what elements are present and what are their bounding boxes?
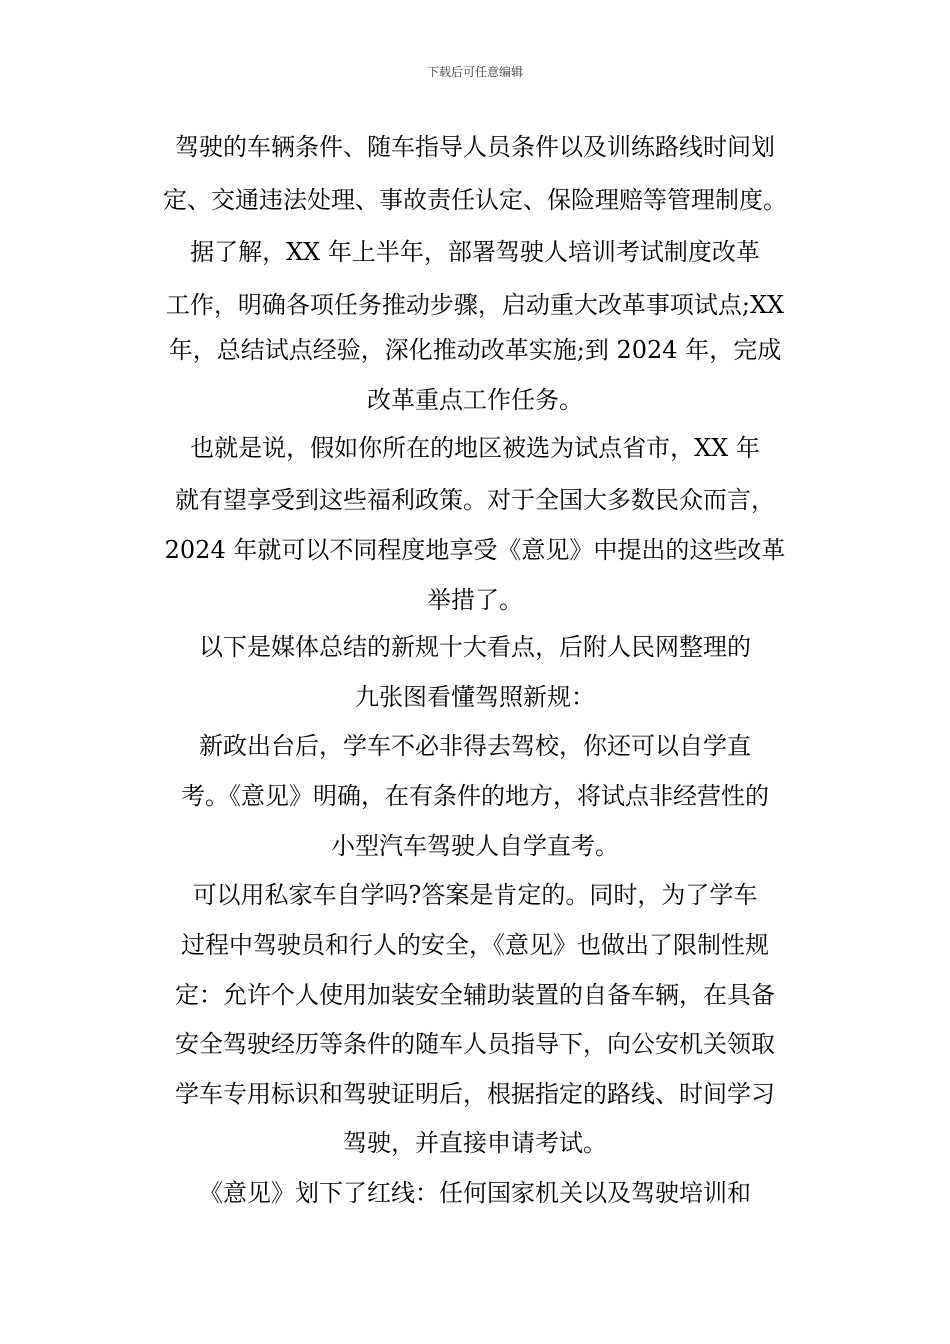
text-line: 小型汽车驾驶人自学直考。 [331, 832, 619, 860]
text-line: 以下是媒体总结的新规十大看点，后附人民网整理的 [199, 633, 751, 661]
text-line: 定、交通违法处理、事故责任认定、保险理赔等管理制度。 [163, 186, 787, 214]
text-line: 驾驶的车辆条件、随车指导人员条件以及训练路线时间划 [175, 133, 775, 161]
text-line: 据了解，XX 年上半年，部署驾驶人培训考试制度改革 [190, 238, 760, 266]
text-line: 考。《意见》明确，在有条件的地方，将试点非经营性的 [181, 782, 769, 810]
text-line: 工作，明确各项任务推动步骤，启动重大改革事项试点;XX [165, 291, 785, 319]
text-line: 2024 年就可以不同程度地享受《意见》中提出的这些改革 [164, 536, 786, 564]
text-line: 就有望享受到这些福利政策。对于全国大多数民众而言， [175, 486, 775, 514]
text-line: 改革重点工作任务。 [367, 386, 583, 414]
text-line: 可以用私家车自学吗?答案是肯定的。同时，为了学车 [192, 881, 758, 909]
text-line: 也就是说，假如你所在的地区被选为试点省市，XX 年 [190, 434, 760, 462]
text-line: 定：允许个人使用加装安全辅助装置的自备车辆，在具备 [175, 981, 775, 1009]
text-line: 驾驶，并直接申请考试。 [343, 1129, 607, 1157]
text-line: 安全驾驶经历等条件的随车人员指导下，向公安机关领取 [175, 1030, 775, 1058]
text-line: 新政出台后，学车不必非得去驾校，你还可以自学直 [199, 732, 751, 760]
text-line: 举措了。 [427, 586, 523, 614]
text-line: 九张图看懂驾照新规： [355, 683, 595, 711]
text-line: 学车专用标识和驾驶证明后，根据指定的路线、时间学习 [175, 1080, 775, 1108]
text-line: 年，总结试点经验，深化推动改革实施;到 2024 年，完成 [168, 336, 782, 364]
text-line: 《意见》划下了红线：任何国家机关以及驾驶培训和 [199, 1179, 751, 1207]
text-line: 过程中驾驶员和行人的安全，《意见》也做出了限制性规 [181, 931, 769, 959]
page-header: 下载后可任意编辑 [426, 65, 523, 79]
